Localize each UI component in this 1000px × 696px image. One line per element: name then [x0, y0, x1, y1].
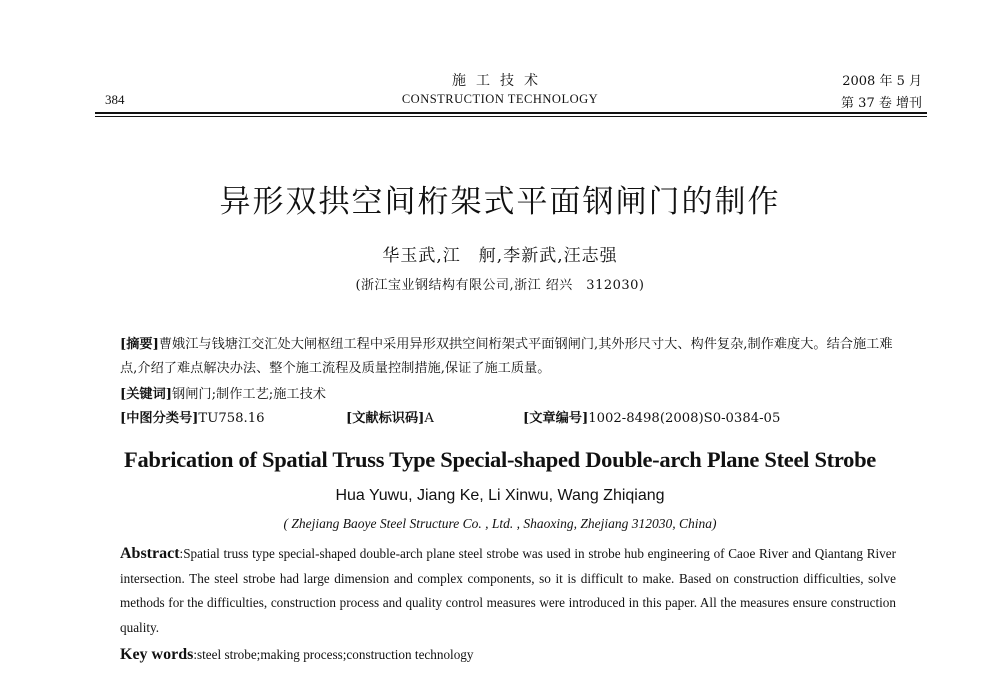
- clc-field: [120, 407, 264, 431]
- abstract-cn-text: 曹娥江与钱塘江交汇处大闸枢纽工程中采用异形双拱空间桁架式平面钢闸门,其外形尺寸大、构件复杂,制作难度大。结合施工难点,介绍了难点解决办法、整个施工流程及质量控制措施,保证了施工质量。: [120, 337, 893, 376]
- volume-info: 第 37 卷 增刊: [841, 96, 922, 111]
- keywords-en-text: :steel strobe;making process;construction technology: [193, 647, 474, 662]
- doccode-label: [文献标识码]: [346, 411, 425, 426]
- keywords-cn-text: 钢闸门;制作工艺;施工技术: [172, 387, 326, 402]
- doccode-field: [346, 407, 434, 431]
- abstract-en-label: Abstract: [120, 545, 180, 562]
- journal-title-cn: 施工技术: [452, 73, 548, 89]
- header-rule-thin: [95, 116, 927, 117]
- article-no-field: [523, 407, 780, 431]
- affiliation-cn: (浙江宝业钢结构有限公司,浙江 绍兴 312030): [355, 278, 645, 293]
- keywords-en: [120, 643, 896, 668]
- header-rule-thick: [95, 112, 927, 114]
- abstract-en-text: :Spatial truss type special-shaped double-arch plane steel strobe was used in strobe hub engineering of Caoe River and Qiantang River intersection. The steel strobe had large dimension and complex components, so it is difficult to make. Based on construction difficulties, solve methods for the difficulties, construction process and quality control measures were introduced in this paper. All the measures ensure construction quality.: [120, 546, 896, 635]
- article-no-value: 1002-8498(2008)S0-0384-05: [588, 411, 781, 426]
- abstract-cn-label: [摘要]: [120, 337, 159, 352]
- abstract-en: [120, 542, 896, 640]
- page-number: 384: [105, 92, 125, 107]
- article-title-cn: 异形双拱空间桁架式平面钢闸门的制作: [219, 184, 781, 220]
- keywords-cn: [120, 383, 900, 407]
- authors-cn: 华玉武,江 舸,李新武,汪志强: [382, 246, 618, 266]
- keywords-cn-label: [关键词]: [120, 387, 173, 402]
- abstract-cn: [120, 333, 900, 380]
- article-title-en: Fabrication of Spatial Truss Type Special-shaped Double-arch Plane Steel Strobe: [124, 447, 876, 472]
- clc-value: TU758.16: [198, 411, 265, 426]
- affiliation-en: ( Zhejiang Baoye Steel Structure Co. , Ltd. , Shaoxing, Zhejiang 312030, China): [283, 516, 717, 531]
- journal-title-en: CONSTRUCTION TECHNOLOGY: [401, 92, 599, 106]
- article-no-label: [文章编号]: [523, 411, 589, 426]
- issue-date: 2008 年 5 月: [842, 74, 922, 89]
- keywords-en-label: Key words: [120, 646, 194, 663]
- clc-label: [中图分类号]: [120, 411, 199, 426]
- authors-en: Hua Yuwu, Jiang Ke, Li Xinwu, Wang Zhiqiang: [335, 487, 665, 504]
- doccode-value: A: [424, 411, 434, 426]
